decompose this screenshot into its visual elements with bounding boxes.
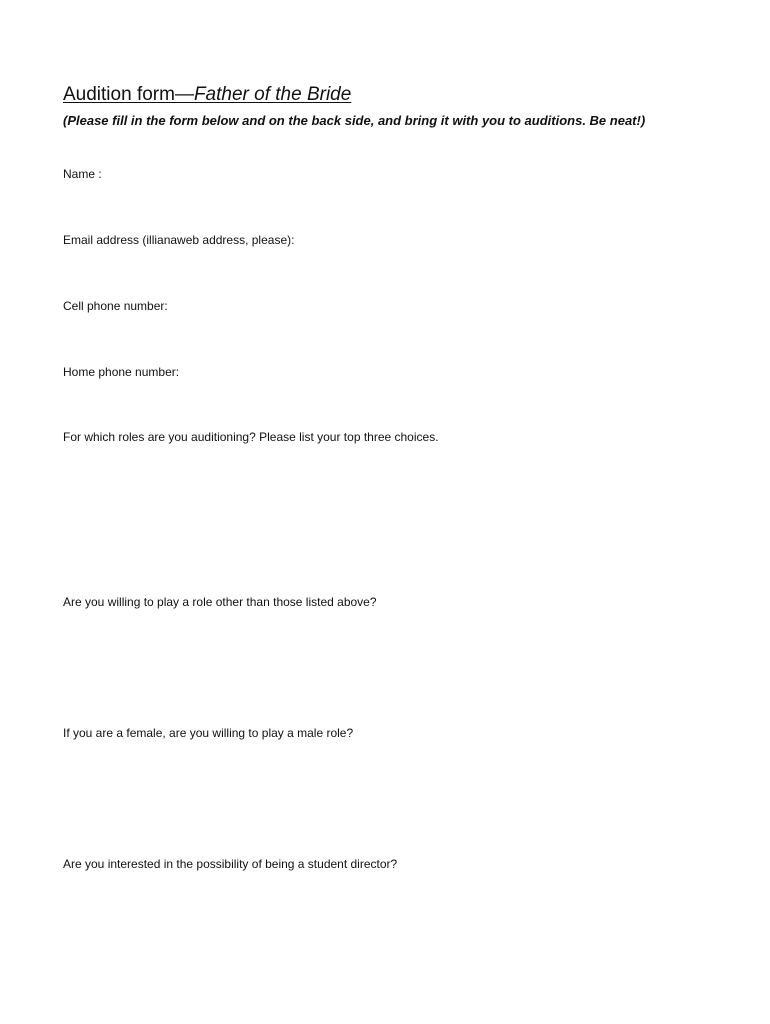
form-title <box>63 83 351 107</box>
form-instructions: (Please fill in the form below and on the back side, and bring it with you to auditions. Be neat!) <box>63 113 646 128</box>
other-role-label: Are you willing to play a role other than those listed above? <box>63 595 377 609</box>
male-role-answer-area[interactable] <box>63 743 703 851</box>
play-title: Father of the Bride <box>193 84 352 105</box>
roles-answer-area[interactable] <box>63 447 703 587</box>
name-label: Name : <box>63 167 102 181</box>
email-label: Email address (illianaweb address, please): <box>63 233 295 247</box>
other-role-answer-area[interactable] <box>63 612 703 720</box>
roles-label: For which roles are you auditioning? Please list your top three choices. <box>63 430 439 444</box>
name-answer-area[interactable] <box>63 184 703 228</box>
cell-phone-answer-area[interactable] <box>63 316 703 360</box>
cell-phone-label: Cell phone number: <box>63 299 168 313</box>
form-title-prefix: Audition form— <box>63 84 194 105</box>
home-phone-label: Home phone number: <box>63 365 180 379</box>
home-phone-answer-area[interactable] <box>63 382 703 426</box>
student-director-label: Are you interested in the possibility of being a student director? <box>63 857 398 871</box>
male-role-label: If you are a female, are you willing to play a male role? <box>63 726 354 740</box>
email-answer-area[interactable] <box>63 250 703 294</box>
student-director-answer-area[interactable] <box>63 874 703 994</box>
